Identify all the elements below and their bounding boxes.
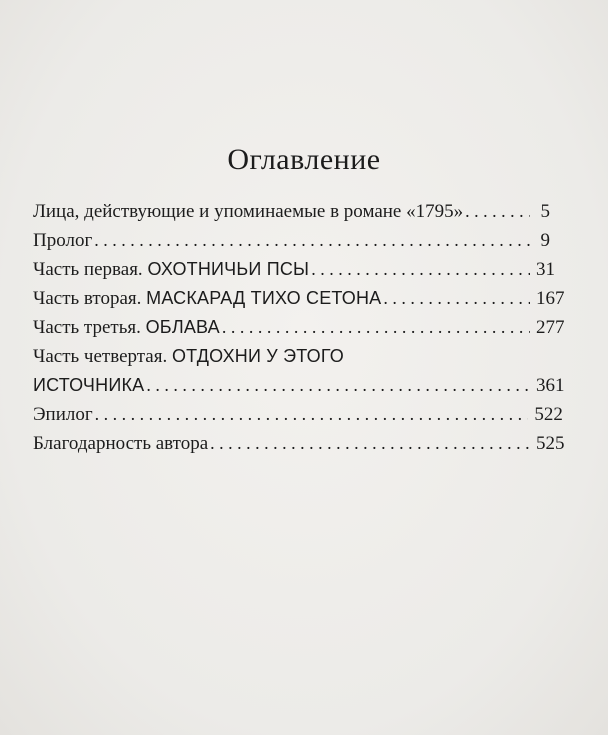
toc-entry-part-four (33, 342, 565, 400)
dot-leader (222, 313, 530, 342)
toc-entry-label: Часть вторая. МАСКАРАД ТИХО СЕТОНА (33, 288, 382, 309)
dot-leader (95, 400, 529, 429)
toc-page-number: 525 (536, 433, 565, 454)
dot-leader (94, 226, 530, 255)
toc-entry-label: Часть третья. ОБЛАВА (33, 317, 220, 338)
toc-page-number: 31 (536, 259, 555, 280)
toc-entry-part-two (33, 284, 565, 313)
dot-leader (311, 255, 530, 284)
toc-page-number: 522 (534, 404, 563, 425)
toc-entry-epilogue (33, 400, 563, 429)
toc-entry-acknowledgements (33, 429, 565, 458)
toc-page-number: 167 (536, 288, 565, 309)
toc-page-number: 361 (536, 375, 565, 396)
page-title: Оглавление (227, 143, 381, 176)
dot-leader (146, 371, 530, 400)
toc-entry-label: Эпилог (33, 404, 93, 425)
toc-page-number: 5 (540, 201, 550, 222)
dot-leader (383, 284, 530, 313)
toc-entry-part-one (33, 255, 555, 284)
toc-entry-prologue (33, 226, 550, 255)
toc-entry-characters (33, 197, 550, 226)
toc-entry-label: Часть четвертая. ОТДОХНИ У ЭТОГО (33, 346, 345, 367)
toc-entry-part-three (33, 313, 565, 342)
toc-entry-label: Благодарность автора (33, 433, 209, 454)
toc-page-number: 277 (536, 317, 565, 338)
dot-leader (465, 197, 530, 226)
toc-entry-label: Часть первая. ОХОТНИЧЬИ ПСЫ (33, 259, 310, 280)
toc-entry-label: Пролог (33, 230, 93, 251)
toc-entry-label: Лица, действующие и упоминаемые в романе «1795» (33, 201, 464, 222)
dot-leader (210, 429, 530, 458)
toc-page-number: 9 (540, 230, 550, 251)
toc-entry-label-continued: ИСТОЧНИКА (33, 375, 145, 395)
table-of-contents (33, 197, 565, 458)
